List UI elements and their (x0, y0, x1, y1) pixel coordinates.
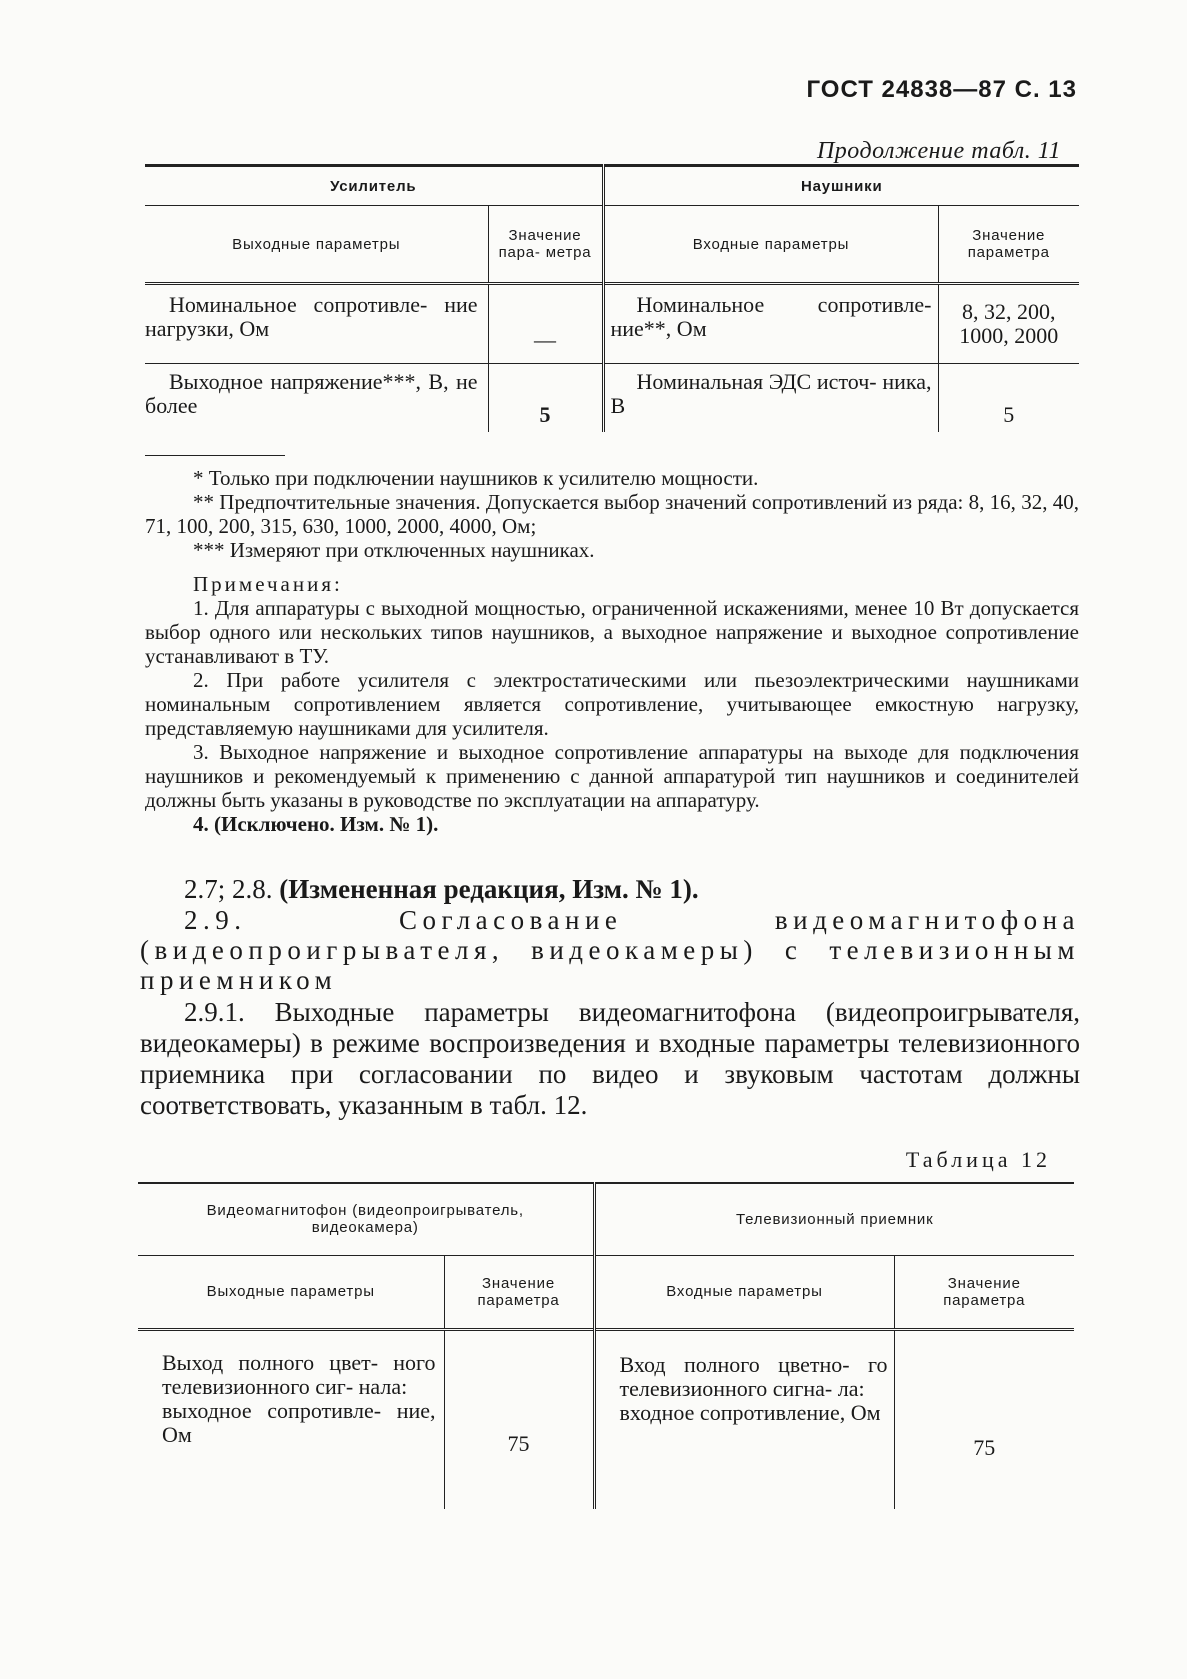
hp-param: Номинальная ЭДС источ- ника, В (603, 364, 938, 432)
table-row (145, 284, 1079, 364)
note-4: 4. (Исключено. Изм. № 1). (193, 812, 439, 836)
hp-value: 8, 32, 200, 1000, 2000 (938, 284, 1079, 364)
tv-param (594, 1329, 894, 1509)
col-value: Значение параметра (444, 1255, 594, 1329)
col-input-params: Входные параметры (603, 206, 938, 284)
amp-value: — (488, 284, 603, 364)
table-row (138, 1329, 1074, 1509)
vcr-value: 75 (444, 1329, 594, 1509)
col-value: Значение пара- метра (488, 206, 603, 284)
amp-value: 5 (488, 364, 603, 432)
tv-value: 75 (894, 1329, 1074, 1509)
col-value-2: Значение параметра (938, 206, 1079, 284)
note-2: 2. При работе усилителя с электростатическими или пьезоэлектрическими наушниками номинальным сопротивлением является сопротивление, учитывающее емкостную нагрузку, представляемую наушниками для усилителя. (145, 668, 1079, 740)
amendment-note: (Измененная редакция, Изм. № 1). (279, 874, 699, 904)
paragraph-number: 2.7; 2.8. (184, 874, 273, 904)
note-1: 1. Для аппаратуры с выходной мощностью, ограниченной искажениями, менее 10 Вт допускается выбор одного или нескольких типов наушников, а выходное напряжение и выходное сопротивление устанавливают в ТУ. (145, 596, 1079, 668)
vcr-param-a: Выход полного цвет- ного телевизионного сиг- нала: (162, 1349, 436, 1399)
col-output-params: Выходные параметры (206, 1283, 375, 1300)
col-output-params: Выходные параметры (232, 235, 401, 253)
amp-param: Номинальное сопротивле- ние нагрузки, Ом (145, 292, 478, 341)
vcr-param-b: выходное сопротивле- ние, Ом (162, 1397, 436, 1447)
amplifier-header: Усилитель (330, 177, 417, 195)
hp-param: Номинальное сопротивле- ние**, Ом (603, 284, 938, 364)
notes-title: Примечания: (193, 572, 343, 596)
table-12 (138, 1182, 1074, 1509)
footnote-2: ** Предпочтительные значения. Допускается выбор значений сопротивлений из ряда: 8, 16, 32, 40, 71, 100, 200, 315, 630, 1000, 2000, 4000, Ом; (145, 490, 1079, 538)
vcr-header: Видеомагнитофон (видеопроигрыватель, видеокамера) (206, 1202, 524, 1237)
headphones-header: Наушники (603, 166, 1079, 206)
table-12-title: Таблица 12 (905, 1147, 1051, 1172)
vcr-param (138, 1329, 444, 1509)
col-input-params: Входные параметры (594, 1255, 894, 1329)
footnote-divider (145, 455, 285, 456)
table-continuation-label: Продолжение табл. 11 (816, 138, 1061, 164)
body-text (140, 874, 1080, 1121)
footnote-3: *** Измеряют при отключенных наушниках. (193, 538, 595, 562)
paragraph-2-9-1: 2.9.1. Выходные параметры видеомагнитофона (видеопроигрывателя, видеокамеры) в режиме воспроизведения и входные параметры телевизионного приемника при согласовании по видео и звуковым частотам должны соответствовать, указанным в табл. 12. (140, 997, 1080, 1120)
col-value-2: Значение параметра (894, 1255, 1074, 1329)
hp-value: 5 (938, 364, 1079, 432)
tv-param-b: входное сопротивление, Ом (619, 1399, 881, 1425)
table-11 (145, 164, 1079, 432)
page-header: ГОСТ 24838—87 С. 13 (806, 76, 1077, 103)
footnotes (145, 466, 1079, 836)
paragraph-2-7-2-8 (140, 874, 1080, 905)
section-2-9-title: 2.9. Согласование видеомагнитофона (видеопроигрывателя, видеокамеры) с телевизионным приемником (140, 905, 1080, 995)
note-3: 3. Выходное напряжение и выходное сопротивление аппаратуры на выходе для подключения наушников и рекомендуемый к применению с данной аппаратурой тип наушников и соединителей должны быть указаны в руководстве по эксплуатации на аппаратуру. (145, 740, 1079, 812)
tv-header: Телевизионный приемник (594, 1183, 1074, 1255)
table-row (145, 364, 1079, 432)
amp-param: Выходное напряжение***, В, не более (145, 369, 478, 418)
footnote-1: * Только при подключении наушников к усилителю мощности. (193, 466, 759, 490)
tv-param-a: Вход полного цветно- го телевизионного сигна- ла: (619, 1351, 888, 1401)
